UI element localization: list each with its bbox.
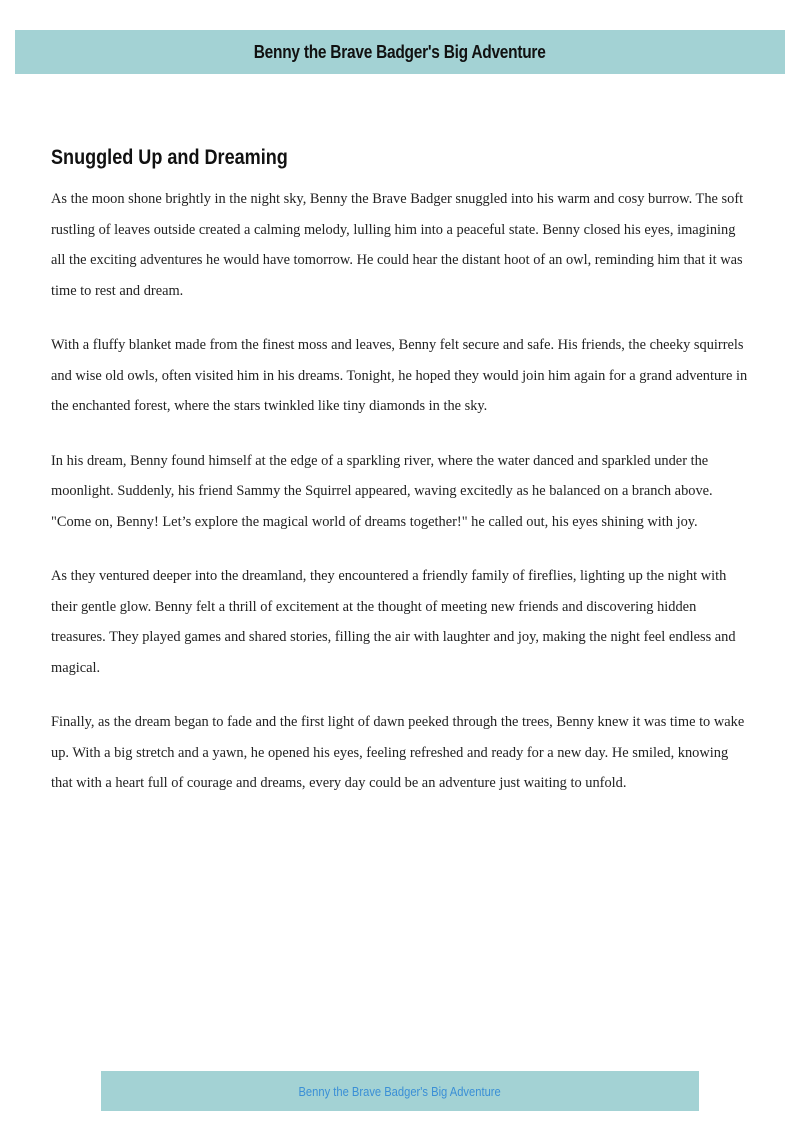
footer-title: Benny the Brave Badger's Big Adventure — [298, 1083, 502, 1099]
paragraph: Finally, as the dream began to fade and the first light of dawn peeked through the trees, Benny knew it was time to wake up. With a big stretch and a yawn, he opened his eyes, feeling refreshed and ready for a new day. He smiled, knowing that with a heart full of courage and dreams, every day could be an adventure just waiting to unfold. — [51, 714, 745, 791]
section-heading: Snuggled Up and Dreaming — [51, 146, 288, 169]
paragraph: In his dream, Benny found himself at the edge of a sparkling river, where the water danced and sparkled under the moonlight. Suddenly, his friend Sammy the Squirrel appeared, waving excitedly as he balanced on a branch above. "Come on, Benny! Let’s explore the magical world of dreams together!" he called out, his eyes shining with joy. — [51, 452, 713, 530]
document-title: Benny the Brave Badger's Big Adventure — [254, 41, 546, 62]
paragraph: As the moon shone brightly in the night sky, Benny the Brave Badger snuggled into his warm and cosy burrow. The soft rustling of leaves outside created a calming melody, lulling him into a peaceful state. Benny closed his eyes, imagining all the exciting adventures he would have tomorrow. He could hear the distant hoot of an owl, reminding him that it was time to rest and dream. — [51, 191, 744, 299]
footer-banner — [101, 1071, 699, 1111]
paragraph: With a fluffy blanket made from the finest moss and leaves, Benny felt secure and safe. His friends, the cheeky squirrels and wise old owls, often visited him in his dreams. Tonight, he hoped they would join him again for a grand adventure in the enchanted forest, where the stars twinkled like tiny diamonds in the sky. — [51, 337, 748, 414]
paragraph: As they ventured deeper into the dreamland, they encountered a friendly family of fireflies, lighting up the night with their gentle glow. Benny felt a thrill of excitement at the thought of meeting new friends and discovering hidden treasures. They played games and shared stories, filling the air with laughter and joy, making the night feel endless and magical. — [51, 568, 736, 676]
header-banner — [15, 30, 785, 74]
main-content — [51, 144, 751, 823]
